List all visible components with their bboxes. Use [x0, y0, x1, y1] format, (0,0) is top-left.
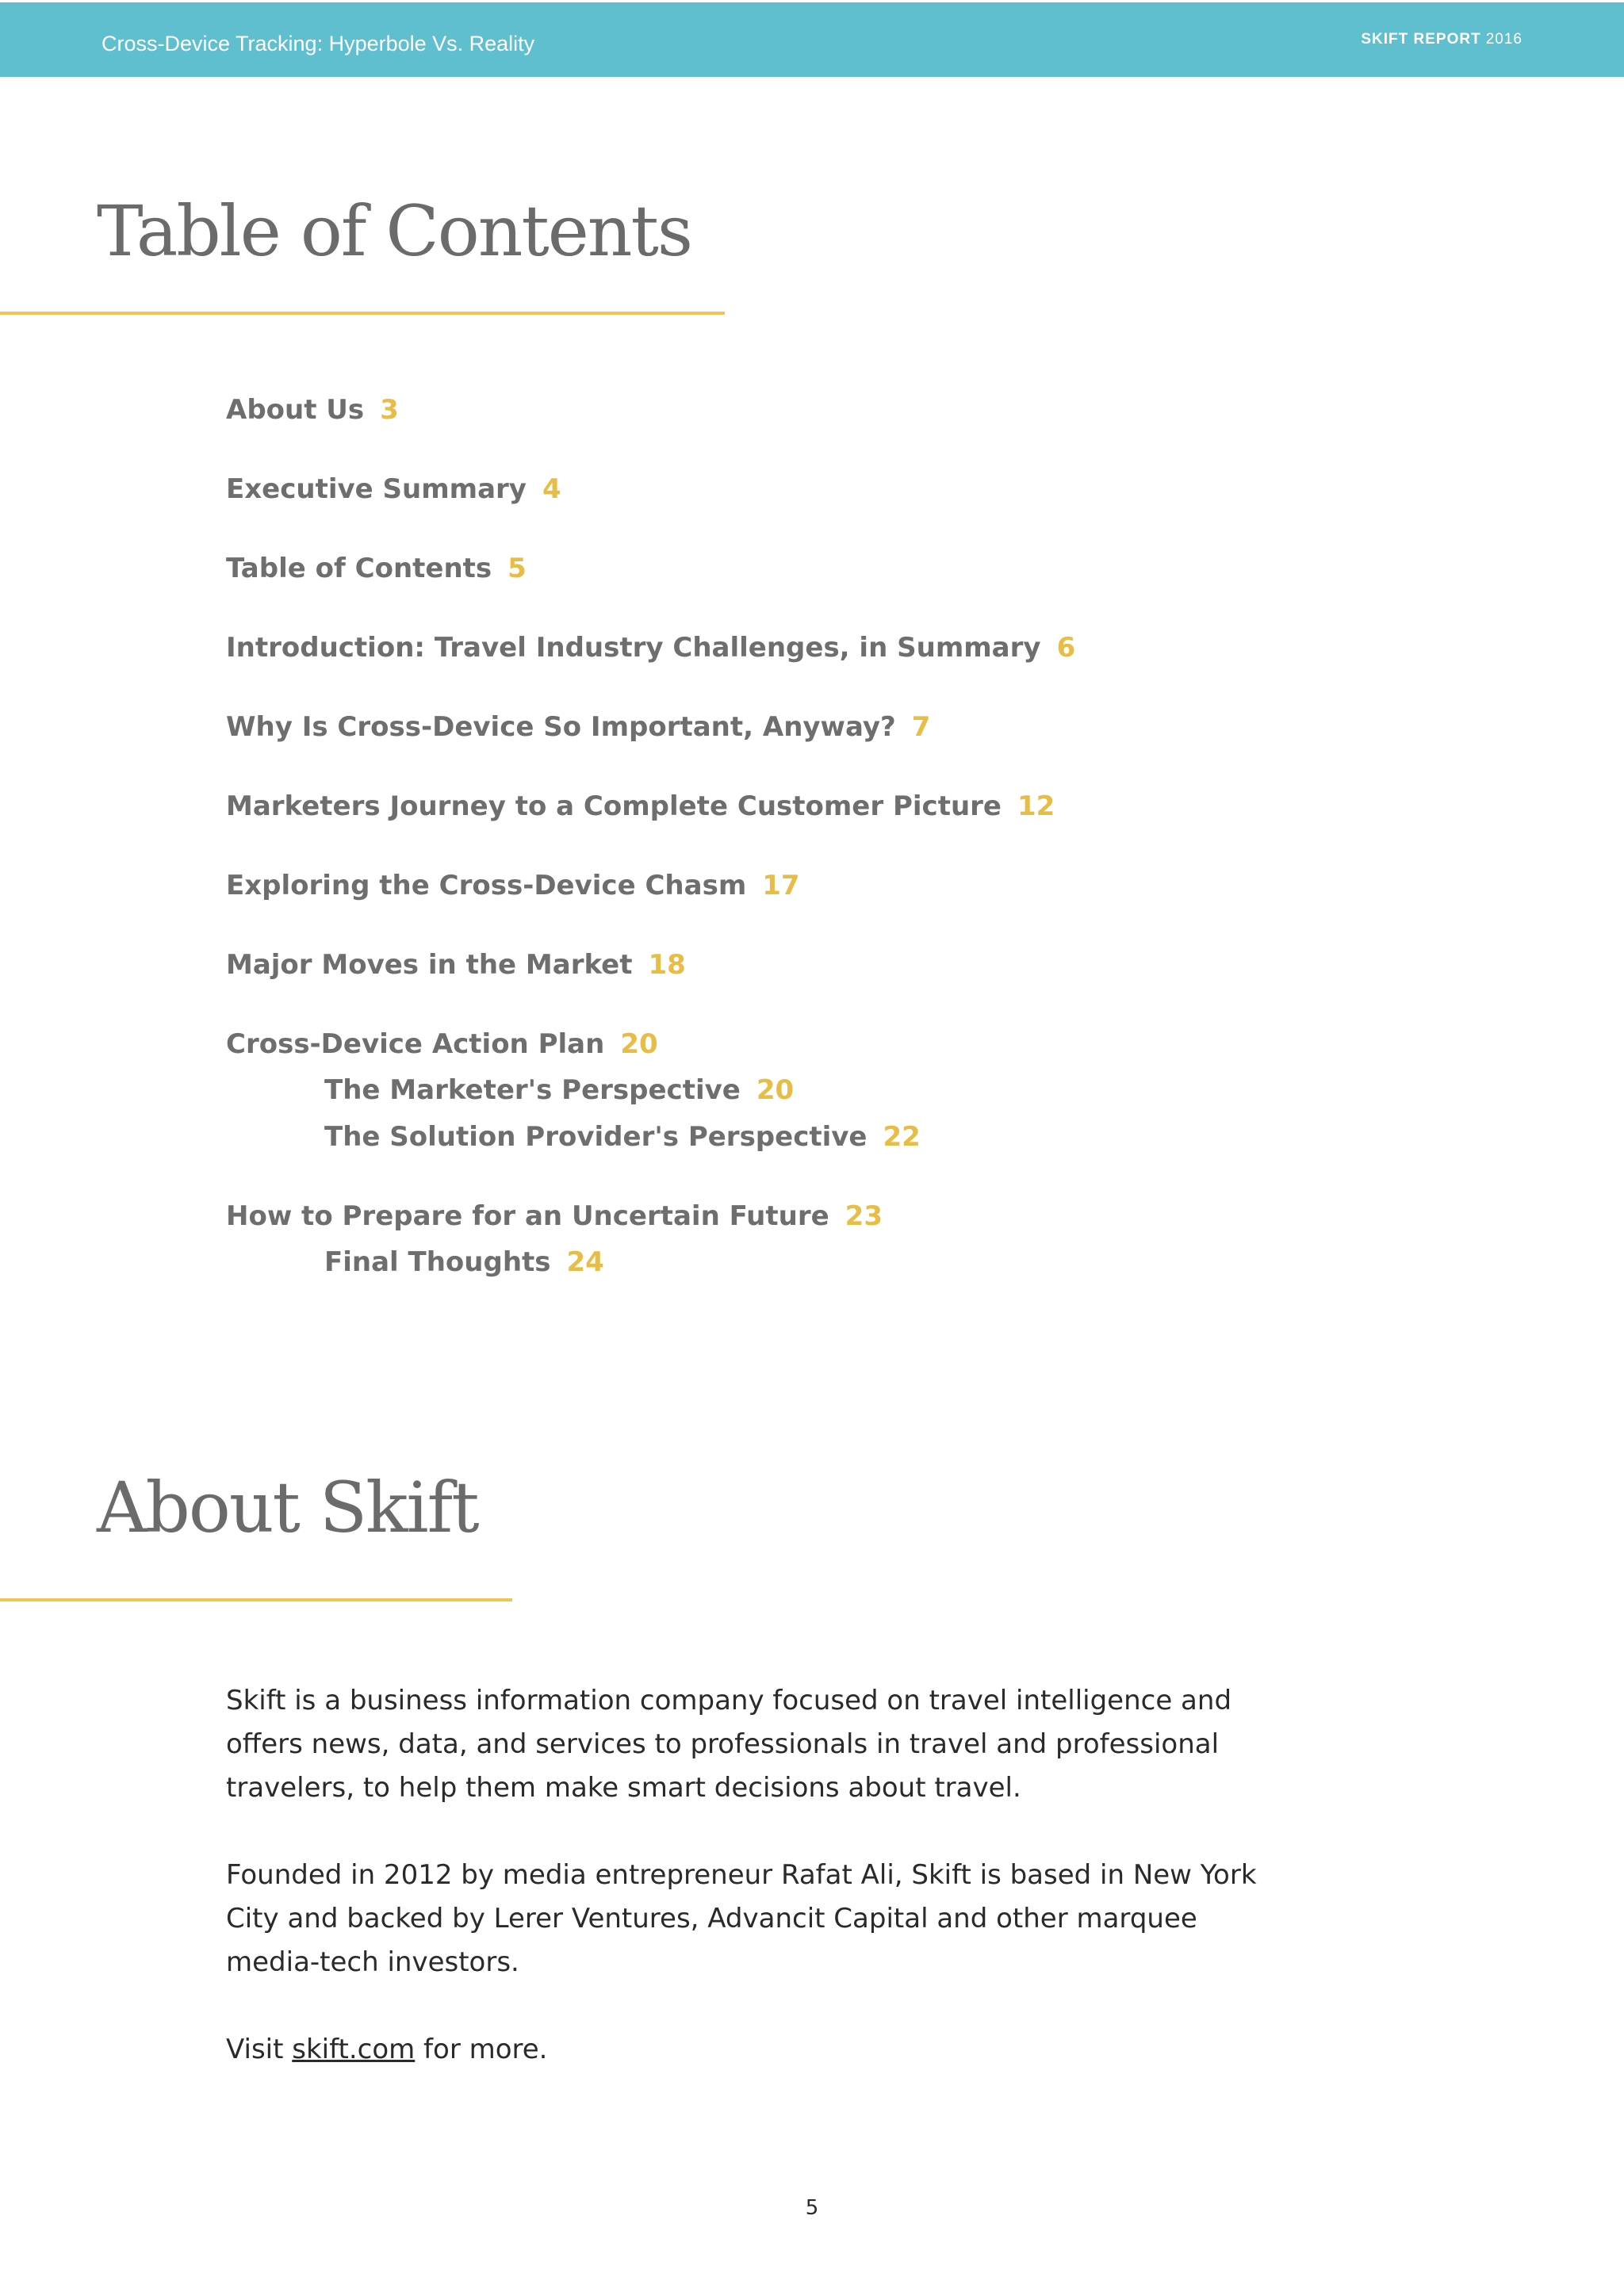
toc-entry-label: Final Thoughts [324, 1246, 551, 1278]
toc-entry-solution-providers-perspective[interactable] [324, 1121, 921, 1153]
toc-entry-label: How to Prepare for an Uncertain Future [226, 1200, 829, 1232]
toc-entry-label: Major Moves in the Market [226, 949, 633, 981]
toc-entry-label: The Solution Provider's Perspective [324, 1121, 868, 1153]
toc-entry-executive-summary[interactable] [226, 473, 561, 505]
report-title: Cross-Device Tracking: Hyperbole Vs. Reality [102, 32, 535, 55]
toc-entry-page: 5 [508, 553, 527, 584]
toc-heading-rule [0, 312, 725, 315]
toc-entry-label: Marketers Journey to a Complete Customer Picture [226, 790, 1002, 822]
toc-entry-page: 17 [762, 870, 800, 901]
toc-entry-introduction[interactable] [226, 632, 1076, 664]
toc-entry-uncertain-future[interactable] [226, 1200, 883, 1232]
toc-entry-label: Why Is Cross-Device So Important, Anyway? [226, 711, 896, 743]
toc-entry-page: 18 [648, 949, 686, 981]
toc-entry-why-cross-device[interactable] [226, 711, 931, 743]
about-paragraph-1: Skift is a business information company focused on travel intelligence and offers news, data, and services to professionals in travel and professional travelers, to help them make smart decisions about travel. [226, 1685, 1232, 1804]
toc-entry-page: 20 [620, 1028, 658, 1060]
visit-suffix: for more. [415, 2034, 548, 2065]
skift-link[interactable]: skift.com [292, 2034, 416, 2065]
about-body [226, 1679, 1257, 2115]
toc-entry-page: 12 [1017, 790, 1055, 822]
toc-heading: Table of Contents [97, 190, 692, 272]
toc-entry-label: Exploring the Cross-Device Chasm [226, 870, 747, 901]
toc-entry-page: 22 [883, 1121, 921, 1153]
toc-entry-cross-device-chasm[interactable] [226, 872, 800, 899]
toc-entry-page: 3 [380, 394, 399, 426]
report-label [1361, 31, 1522, 48]
header-bar [0, 2, 1624, 77]
toc-entry-label: The Marketer's Perspective [324, 1074, 741, 1106]
toc-entry-table-of-contents[interactable] [226, 555, 527, 582]
toc-entry-action-plan[interactable] [226, 1028, 658, 1060]
toc-entry-label: Introduction: Travel Industry Challenges, in Summary [226, 632, 1041, 664]
toc-entry-marketers-journey[interactable] [226, 790, 1055, 822]
toc-entry-page: 7 [911, 711, 931, 743]
toc-entry-label: Cross-Device Action Plan [226, 1028, 605, 1060]
toc-entry-page: 20 [756, 1074, 795, 1106]
toc-entry-about-us[interactable] [226, 394, 399, 426]
toc-entry-label: About Us [226, 394, 365, 426]
report-brand: SKIFT REPORT [1361, 31, 1481, 48]
toc-entry-label: Executive Summary [226, 473, 527, 505]
report-year: 2016 [1485, 31, 1522, 48]
about-heading-rule [0, 1598, 512, 1601]
toc-entry-page: 23 [845, 1200, 883, 1232]
toc-entry-marketers-perspective[interactable] [324, 1074, 795, 1106]
toc-entry-final-thoughts[interactable] [324, 1246, 604, 1278]
toc-entry-label: Table of Contents [226, 553, 492, 584]
visit-prefix: Visit [226, 2034, 293, 2065]
toc-entry-page: 4 [542, 473, 561, 505]
about-heading: About Skift [97, 1467, 478, 1548]
toc-entry-major-moves[interactable] [226, 949, 686, 981]
about-visit-line [226, 2028, 1257, 2072]
page-number: 5 [805, 2196, 819, 2220]
about-paragraph-2: Founded in 2012 by media entrepreneur Rafat Ali, Skift is based in New York City and backed by Lerer Ventures, Advancit Capital and other marquee media-tech investors. [226, 1859, 1257, 1978]
toc-entry-page: 24 [566, 1246, 604, 1278]
toc-entry-page: 6 [1056, 632, 1076, 664]
